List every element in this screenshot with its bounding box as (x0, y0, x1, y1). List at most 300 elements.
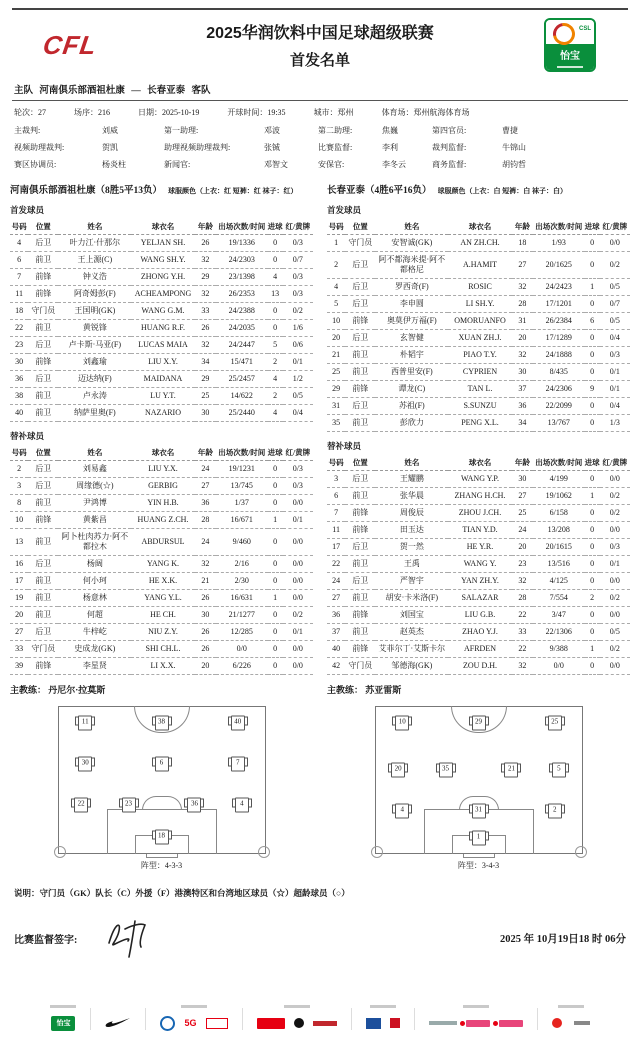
jersey-name: TAN L. (448, 381, 512, 398)
red-yellow-cards: 0/0 (600, 522, 630, 539)
jersey-name: AFRDEN (448, 641, 512, 658)
player-number: 7 (10, 269, 28, 286)
column-header: 球衣名 (131, 445, 195, 461)
starters-table-container (327, 219, 630, 432)
column-header: 号码 (10, 445, 28, 461)
player-row (327, 381, 630, 398)
shirt-number: 5 (557, 764, 561, 773)
appearances-minutes: 26/2353 (216, 286, 268, 303)
player-number: 2 (327, 252, 345, 279)
player-name: 彭欣力 (375, 415, 448, 432)
red-banner-logo (257, 1018, 285, 1029)
home-team-name: 河南俱乐部酒祖杜康 (39, 86, 125, 96)
player-position: 前锋 (345, 381, 375, 398)
jersey-name: YANG Y.L. (131, 590, 195, 607)
red-yellow-cards: 0/0 (283, 529, 313, 556)
goals: 0 (585, 505, 600, 522)
player-shirt-31 (469, 803, 489, 818)
player-number: 11 (10, 286, 28, 303)
jersey-name: A.HAMIT (448, 252, 512, 279)
player-name: 苏祖(F) (375, 398, 448, 415)
player-age: 21 (195, 573, 216, 590)
appearances-minutes: 4/199 (533, 471, 585, 488)
player-age: 20 (512, 330, 533, 347)
player-shirt-40 (228, 716, 248, 731)
player-number: 35 (327, 415, 345, 432)
player-position: 前卫 (345, 590, 375, 607)
jersey-name: YANG K. (131, 556, 195, 573)
player-number: 21 (327, 347, 345, 364)
column-header: 进球 (268, 219, 283, 235)
column-header: 号码 (10, 219, 28, 235)
sponsor-logos-row (429, 1014, 523, 1032)
player-age: 24 (512, 522, 533, 539)
player-row (327, 235, 630, 252)
player-name: 史成龙(GK) (58, 641, 131, 658)
appearances-minutes: 6/226 (216, 658, 268, 675)
red-yellow-cards: 1/3 (600, 415, 630, 432)
player-name: 李星贤 (58, 658, 131, 675)
player-position: 前卫 (345, 624, 375, 641)
penalty-arc (142, 796, 182, 810)
player-age: 27 (195, 478, 216, 495)
sponsor-caption-line (181, 1005, 207, 1008)
player-number: 38 (10, 388, 28, 405)
sponsor-group (552, 1005, 590, 1032)
player-age: 32 (195, 286, 216, 303)
player-age: 32 (195, 252, 216, 269)
player-age: 30 (512, 471, 533, 488)
shirt-number: 36 (190, 799, 198, 808)
signature-label: 比赛监督签字: (14, 934, 78, 946)
jersey-name: ZHAO Y.J. (448, 624, 512, 641)
player-position: 前卫 (345, 347, 375, 364)
appearances-minutes: 19/1062 (533, 488, 585, 505)
jersey-name: ZHOU J.CH. (448, 505, 512, 522)
player-position: 前锋 (28, 286, 58, 303)
team-kit-colors: 球服颜色（上衣：红 短裤：红 袜子：红） (168, 187, 298, 195)
goals: 0 (268, 303, 283, 320)
shirt-number: 1 (476, 832, 481, 841)
jersey-name: ACHEAMPONG (131, 286, 195, 303)
player-name: 刘易鑫 (58, 461, 131, 478)
match-meta-row (14, 107, 626, 118)
appearances-minutes: 8/435 (533, 364, 585, 381)
player-age: 32 (195, 556, 216, 573)
player-row (327, 296, 630, 313)
player-number: 2 (10, 461, 28, 478)
player-number: 25 (327, 364, 345, 381)
player-shirt-25 (545, 716, 565, 731)
coach-line (10, 683, 313, 696)
column-header: 球衣名 (131, 219, 195, 235)
red-yellow-cards: 0/1 (283, 624, 313, 641)
red-yellow-cards: 0/3 (283, 286, 313, 303)
column-header: 出场次数/时间 (533, 219, 585, 235)
signature-row (14, 917, 626, 959)
goals: 0 (268, 641, 283, 658)
shirt-number: 4 (240, 799, 244, 808)
sponsor-separator (145, 1008, 146, 1030)
player-age: 23 (512, 556, 533, 573)
yibao-footer-logo: 怡宝 (51, 1016, 75, 1031)
goals: 0 (585, 624, 600, 641)
sponsor-group (257, 1005, 337, 1032)
jersey-name: LIU G.B. (448, 607, 512, 624)
player-position: 前卫 (28, 573, 58, 590)
player-name: 邹德海(GK) (375, 658, 448, 675)
player-row (10, 461, 313, 478)
red-yellow-cards: 0/7 (600, 296, 630, 313)
red-yellow-cards: 0/0 (283, 658, 313, 675)
appearances-minutes: 0/0 (533, 658, 585, 675)
red-yellow-cards: 0/4 (283, 405, 313, 422)
goals: 0 (268, 529, 283, 556)
goal (463, 854, 495, 858)
player-age: 18 (512, 235, 533, 252)
match-meta-item: 开球时间：19:35 (227, 108, 286, 117)
player-number: 16 (10, 556, 28, 573)
player-name: 朴韬宇 (375, 347, 448, 364)
red-yellow-cards: 0/2 (600, 505, 630, 522)
player-age: 30 (195, 405, 216, 422)
yibao-wordmark: 怡宝 (546, 44, 594, 64)
goals: 4 (268, 269, 283, 286)
player-name: 艾菲尔丁·艾斯卡尔 (375, 641, 448, 658)
player-name: 奥莫伊万福(F) (375, 313, 448, 330)
player-number: 39 (10, 658, 28, 675)
goals: 0 (268, 235, 283, 252)
match-meta-item: 轮次：27 (14, 108, 46, 117)
formation-pitch-away (375, 706, 583, 854)
coach-label: 主教练： (10, 685, 47, 695)
player-name: 黄锐锋 (58, 320, 131, 337)
player-row (10, 556, 313, 573)
appearances-minutes: 9/460 (216, 529, 268, 556)
player-row (327, 330, 630, 347)
officials-grid (14, 125, 626, 170)
player-age: 26 (195, 320, 216, 337)
goals: 0 (268, 478, 283, 495)
appearances-minutes: 24/2303 (216, 252, 268, 269)
player-age: 26 (195, 235, 216, 252)
jersey-name: LI SH.Y. (448, 296, 512, 313)
player-row (10, 590, 313, 607)
abbreviations-note: 说明：守门员（GK）队长（C）外援（F）港澳特区和台湾地区球员（☆）超龄球员（○） (14, 888, 350, 898)
player-shirt-4 (232, 797, 252, 812)
column-header: 年龄 (512, 219, 533, 235)
player-age: 34 (512, 415, 533, 432)
player-number: 19 (10, 590, 28, 607)
player-position: 后卫 (345, 471, 375, 488)
column-header: 姓名 (58, 219, 131, 235)
starters-table-container (10, 219, 313, 422)
column-header: 球衣名 (448, 219, 512, 235)
player-number: 17 (10, 573, 28, 590)
appearances-minutes: 13/767 (533, 415, 585, 432)
player-number: 8 (10, 495, 28, 512)
shirt-number: 2 (552, 805, 557, 814)
away-label: 客队 (191, 86, 211, 96)
sponsor-logos-row (257, 1014, 337, 1032)
team-name-record: 长春亚泰（4胜6平16负） (327, 186, 432, 196)
player-position: 前锋 (345, 505, 375, 522)
appearances-minutes: 13/745 (216, 478, 268, 495)
jersey-name: WANG SH.Y. (131, 252, 195, 269)
column-header: 姓名 (58, 445, 131, 461)
supervisor-signature (95, 917, 185, 959)
sponsor-logos-row (366, 1014, 400, 1032)
header (10, 18, 630, 72)
player-name: 田玉达 (375, 522, 448, 539)
red-yellow-cards: 0/5 (600, 313, 630, 330)
team-kit-colors: 球服颜色（上衣：白 短裤：白 袜子：白） (437, 187, 568, 195)
player-number: 29 (327, 381, 345, 398)
player-row (10, 371, 313, 388)
table-header-row (10, 219, 313, 235)
appearances-minutes: 1/37 (216, 495, 268, 512)
sheet-title: 首发名单 (289, 52, 350, 69)
player-position: 后卫 (28, 337, 58, 354)
red-yellow-cards: 0/1 (283, 512, 313, 529)
player-name: 赵英杰 (375, 624, 448, 641)
player-number: 30 (10, 354, 28, 371)
column-header: 进球 (268, 445, 283, 461)
coach-line (327, 683, 630, 696)
appearances-minutes: 2/16 (216, 556, 268, 573)
red-yellow-cards: 0/4 (600, 398, 630, 415)
red-yellow-cards: 0/1 (600, 381, 630, 398)
appearances-minutes: 24/2447 (216, 337, 268, 354)
official-role-label: 商务监督: (432, 160, 467, 169)
player-age: 28 (195, 512, 216, 529)
player-row (327, 573, 630, 590)
player-number: 17 (327, 539, 345, 556)
red-yellow-cards: 1/2 (283, 371, 313, 388)
page-title (130, 20, 510, 70)
player-row (10, 388, 313, 405)
red-yellow-cards: 0/0 (283, 573, 313, 590)
jersey-name: ROSIC (448, 279, 512, 296)
player-name: 钟义浩 (58, 269, 131, 286)
jersey-name: LIU X.Y. (131, 354, 195, 371)
shirt-number: 10 (398, 717, 406, 726)
player-name: 杨阔 (58, 556, 131, 573)
goals: 0 (585, 522, 600, 539)
subs-table-container (327, 455, 630, 675)
player-position: 前卫 (28, 320, 58, 337)
official-name: 刘威 (102, 126, 118, 135)
starters-label: 首发球员 (10, 205, 45, 215)
jersey-name: HE Y.R. (448, 539, 512, 556)
sponsor-separator (242, 1008, 243, 1030)
jersey-name: YELJAN SH. (131, 235, 195, 252)
red-yellow-cards: 0/3 (283, 269, 313, 286)
formation-pitch-home (58, 706, 266, 854)
player-name: 阿奇姆彭(F) (58, 286, 131, 303)
yibao-tagline (546, 64, 594, 70)
coach-label: 主教练： (327, 685, 364, 695)
player-number: 13 (10, 529, 28, 556)
player-age: 37 (512, 381, 533, 398)
player-row (10, 405, 313, 422)
player-age: 25 (195, 388, 216, 405)
player-row (10, 573, 313, 590)
goals: 0 (268, 320, 283, 337)
official-name: 李利 (382, 143, 398, 152)
column-header: 进球 (585, 219, 600, 235)
goals: 2 (268, 388, 283, 405)
column-header: 年龄 (195, 445, 216, 461)
player-position: 前卫 (28, 529, 58, 556)
jersey-name: WANG Y.P. (448, 471, 512, 488)
player-row (327, 364, 630, 381)
subs-label: 替补球员 (327, 441, 362, 451)
player-position: 前卫 (345, 415, 375, 432)
goals: 2 (268, 354, 283, 371)
divider (12, 100, 628, 101)
sponsor-strip (10, 1005, 630, 1032)
away-team-name: 长春亚泰 (147, 86, 186, 96)
appearances-minutes: 23/1398 (216, 269, 268, 286)
subs-table-container (10, 445, 313, 675)
goals: 5 (268, 337, 283, 354)
player-age: 36 (512, 398, 533, 415)
player-number: 42 (327, 658, 345, 675)
player-position: 后卫 (345, 296, 375, 313)
player-age: 32 (512, 347, 533, 364)
player-name: 贺一然 (375, 539, 448, 556)
player-age: 31 (512, 313, 533, 330)
player-age: 24 (195, 529, 216, 556)
player-shirt-5 (549, 762, 569, 777)
official-role-label: 第二助理: (318, 126, 353, 135)
red-yellow-cards: 0/2 (283, 303, 313, 320)
corner-arc (371, 846, 383, 858)
player-row (327, 471, 630, 488)
goals: 0 (585, 347, 600, 364)
player-name: 杨意林 (58, 590, 131, 607)
team-name-record: 河南俱乐部酒祖杜康（8胜5平13负） (10, 186, 163, 196)
official-role-label: 裁判监督: (432, 143, 467, 152)
player-age: 32 (512, 573, 533, 590)
official-name: 邓波 (264, 126, 280, 135)
player-shirt-6 (152, 756, 172, 771)
sponsor-group (50, 1005, 76, 1032)
home-team-section (10, 182, 313, 871)
appearances-minutes: 2/30 (216, 573, 268, 590)
player-position: 前锋 (345, 313, 375, 330)
yibao-sponsor-logo (544, 18, 596, 72)
sponsor-logos-row (51, 1014, 75, 1032)
goals: 1 (268, 512, 283, 529)
red-yellow-cards: 0/5 (600, 279, 630, 296)
player-name: 卢永涛 (58, 388, 131, 405)
goals: 0 (585, 415, 600, 432)
player-shirt-1 (469, 831, 489, 846)
official-role-label: 新闻官: (164, 160, 191, 169)
player-row (327, 279, 630, 296)
red-yellow-cards: 0/3 (600, 347, 630, 364)
player-name: 周缘德(☆) (58, 478, 131, 495)
sponsor-group (160, 1005, 227, 1032)
coach-name: 苏亚雷斯 (365, 685, 402, 695)
player-position: 后卫 (28, 624, 58, 641)
player-row (10, 641, 313, 658)
player-number: 40 (10, 405, 28, 422)
player-shirt-11 (75, 716, 95, 731)
player-row (327, 313, 630, 330)
red-yellow-cards: 0/0 (283, 495, 313, 512)
player-age: 27 (512, 252, 533, 279)
sponsor-group (429, 1005, 523, 1032)
player-row (327, 658, 630, 675)
jersey-name: GERBIG (131, 478, 195, 495)
goals: 4 (268, 405, 283, 422)
player-row (10, 529, 313, 556)
player-number: 37 (327, 624, 345, 641)
competition-title: 2025华润饮料中国足球超级联赛 (206, 25, 434, 42)
player-row (327, 398, 630, 415)
player-row (10, 303, 313, 320)
shirt-number: 4 (400, 805, 405, 814)
column-header: 年龄 (512, 455, 533, 471)
match-meta-item: 体育场：郑州航海体育场 (381, 108, 470, 117)
player-number: 22 (327, 556, 345, 573)
goals: 0 (585, 235, 600, 252)
goals: 0 (268, 461, 283, 478)
player-number: 22 (10, 320, 28, 337)
official-role-label: 安保官: (318, 160, 345, 169)
player-position: 后卫 (345, 279, 375, 296)
column-header: 红/黄牌 (283, 445, 313, 461)
player-age: 28 (512, 296, 533, 313)
column-header: 红/黄牌 (283, 219, 313, 235)
player-position: 后卫 (345, 330, 375, 347)
sponsor-caption-line (50, 1005, 76, 1008)
goals: 6 (585, 313, 600, 330)
player-row (10, 337, 313, 354)
red-yellow-cards: 0/6 (283, 337, 313, 354)
jersey-name: SHI CH.L. (131, 641, 195, 658)
player-shirt-4 (392, 803, 412, 818)
player-row (10, 286, 313, 303)
nike-swoosh-icon (105, 1018, 131, 1028)
red-yellow-cards: 0/0 (283, 641, 313, 658)
red-yellow-cards: 0/2 (283, 607, 313, 624)
player-number: 1 (327, 235, 345, 252)
player-number: 31 (327, 398, 345, 415)
players-table (10, 219, 313, 422)
official-name: 杨炎柱 (102, 160, 126, 169)
player-position: 后卫 (345, 398, 375, 415)
player-position: 前卫 (28, 388, 58, 405)
red-yellow-cards: 0/0 (283, 556, 313, 573)
player-number: 36 (327, 607, 345, 624)
player-name: 刘国宝 (375, 607, 448, 624)
player-position: 后卫 (28, 478, 58, 495)
appearances-minutes: 3/47 (533, 607, 585, 624)
player-name: 谭龙(C) (375, 381, 448, 398)
appearances-minutes: 4/125 (533, 573, 585, 590)
column-header: 进球 (585, 455, 600, 471)
sponsor-group (366, 1005, 400, 1032)
player-name: 阿卜杜肉苏力·阿不都拉木 (58, 529, 131, 556)
appearances-minutes: 25/2440 (216, 405, 268, 422)
red-yellow-cards: 0/0 (283, 590, 313, 607)
player-age: 25 (512, 505, 533, 522)
jersey-name: NAZARIO (131, 405, 195, 422)
